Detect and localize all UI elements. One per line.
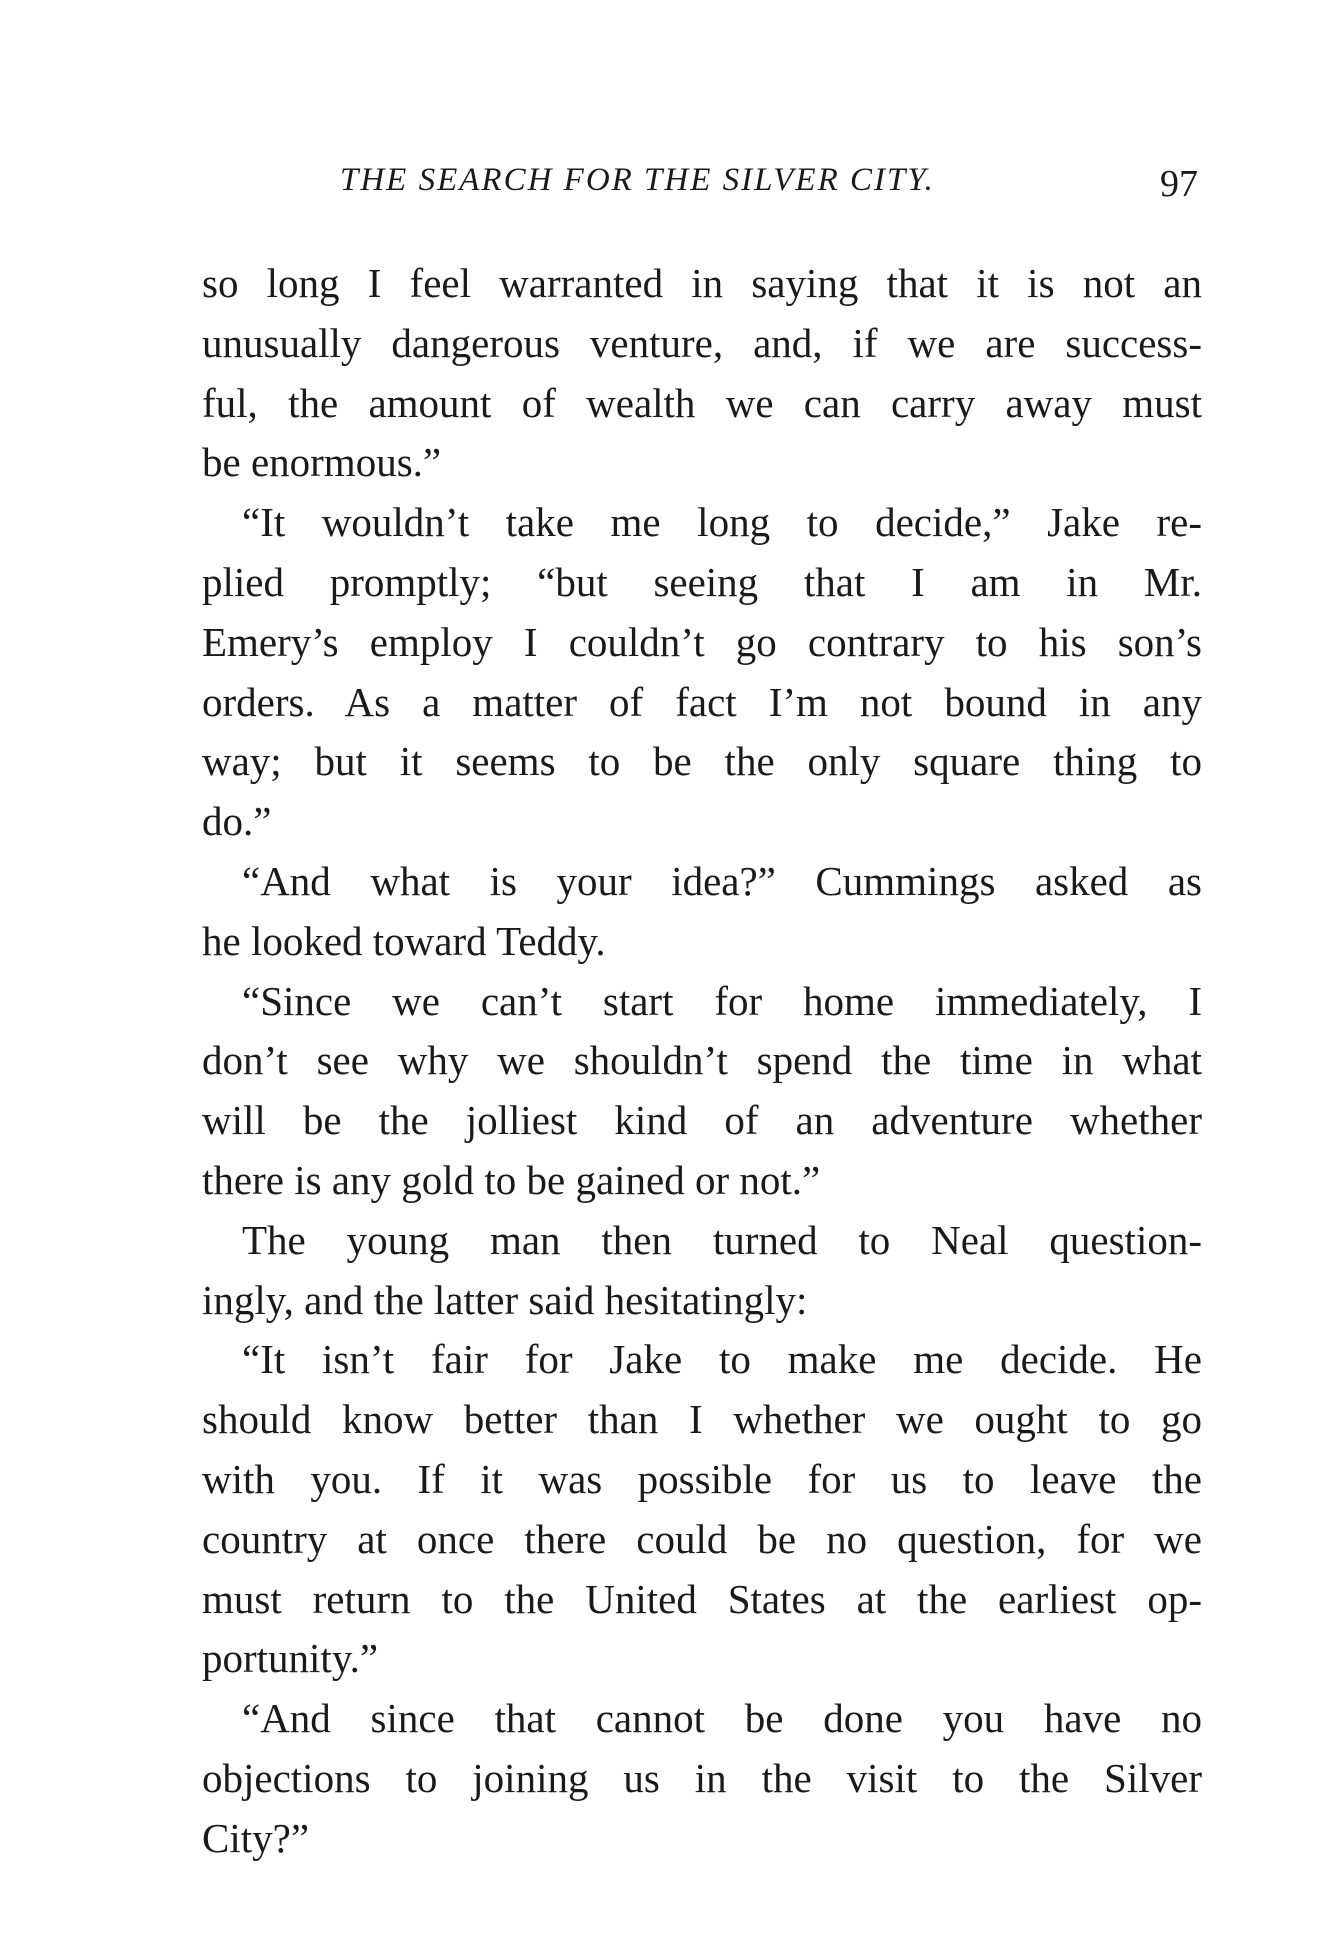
text-line: with you. If it was possible for us to leave the [202,1455,1202,1502]
text-line: must return to the United States at the earliest op- [202,1575,1202,1622]
text-line: orders. As a matter of fact I’m not bound in any [202,678,1202,725]
text-line: there is any gold to be gained or not.” [202,1156,821,1203]
text-line: ful, the amount of wealth we can carry away must [202,379,1202,426]
text-line: “And what is your idea?” Cummings asked as [242,857,1202,904]
text-line: way; but it seems to be the only square thing to [202,738,1202,785]
text-line: “Since we can’t start for home immediately, I [242,977,1202,1024]
text-line: plied promptly; “but seeing that I am in Mr. [202,558,1202,605]
text-line: so long I feel warranted in saying that it is not an [202,260,1202,306]
text-line: The young man then turned to Neal question- [242,1216,1202,1263]
running-head-title: THE SEARCH FOR THE SILVER CITY. [340,162,935,198]
text-line: be enormous.” [202,439,442,486]
text-line: ingly, and the latter said hesitatingly: [202,1276,808,1323]
body-text [202,254,1202,1869]
text-line: do.” [202,798,272,845]
text-line: “It wouldn’t take me long to decide,” Jake re- [242,499,1202,546]
text-line: country at once there could be no question, for we [202,1515,1202,1562]
text-line: will be the jolliest kind of an adventure whether [202,1097,1202,1144]
text-line: don’t see why we shouldn’t spend the time in what [202,1037,1202,1084]
text-line: City?” [202,1814,310,1861]
text-line: unusually dangerous venture, and, if we are success- [202,319,1202,366]
text-line: Emery’s employ I couldn’t go contrary to his son’s [202,618,1202,665]
text-line: “It isn’t fair for Jake to make me decide. He [242,1336,1202,1383]
text-line: portunity.” [202,1635,379,1682]
page-number: 97 [1160,163,1198,205]
text-line: should know better than I whether we ought to go [202,1396,1202,1443]
text-line: objections to joining us in the visit to the Silver [202,1754,1202,1801]
text-line: he looked toward Teddy. [202,917,606,964]
text-line: “And since that cannot be done you have no [242,1695,1202,1742]
